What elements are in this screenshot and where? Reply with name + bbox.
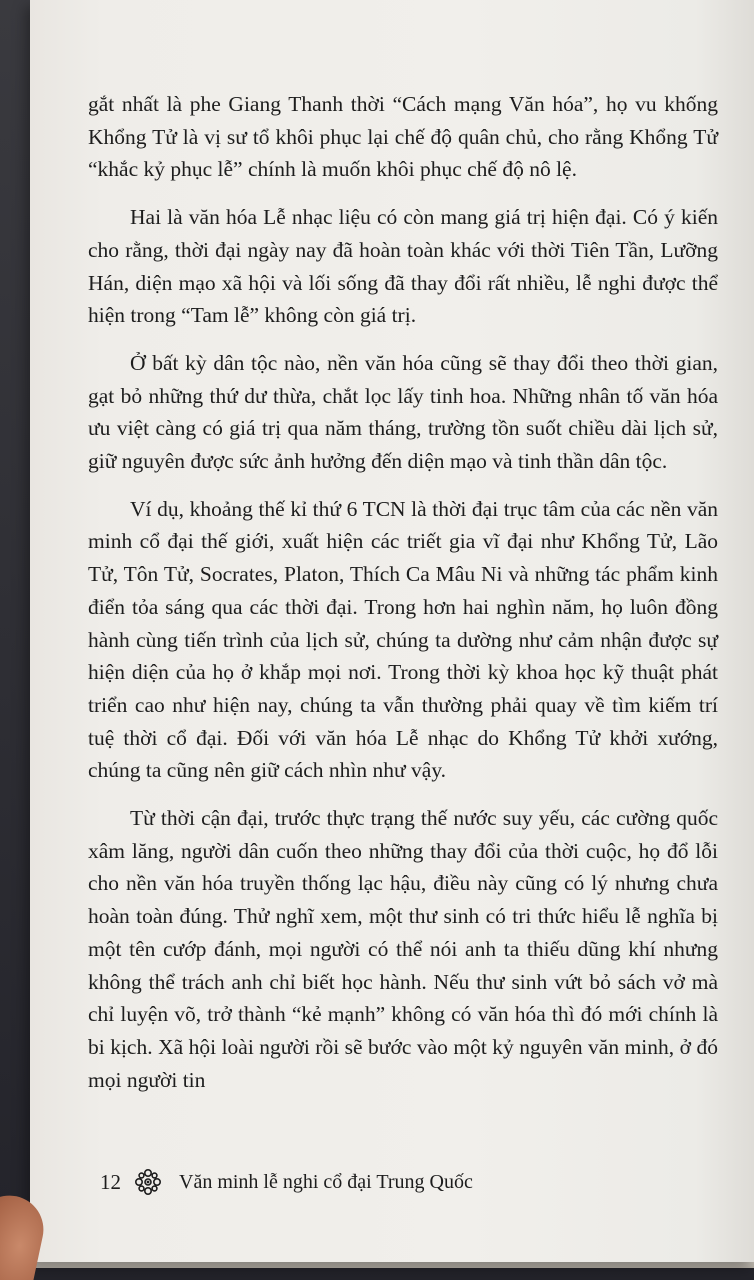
paragraph-1: gắt nhất là phe Giang Thanh thời “Cách mạng Văn hóa”, họ vu khống Khổng Tử là vị sư tổ khôi phục lại chế độ quân chủ, cho rằng Khổng Tử “khắc kỷ phục lễ” chính là muốn khôi phục chế độ nô lệ. xyxy=(88,92,718,182)
paragraph-4: Ví dụ, khoảng thế kỉ thứ 6 TCN là thời đại trục tâm của các nền văn minh cổ đại thế giới, xuất hiện các triết gia vĩ đại như Khổng Tử, Lão Tử, Tôn Tử, Socrates, Platon, Thích Ca Mâu Ni và những tác phẩm kinh điển tỏa sáng qua các thời đại. Trong hơn hai nghìn năm, họ luôn đồng hành cùng tiến trình của lịch sử, chúng ta dường như cảm nhận được sự hiện diện của họ ở khắp mọi nơi. Trong thời kỳ khoa học kỹ thuật phát triển cao như hiện nay, chúng ta vẫn thường phải quay về tìm kiếm trí tuệ thời cổ đại. Đối với văn hóa Lễ nhạc do Khổng Tử khởi xướng, chúng ta cũng nên giữ cách nhìn như vậy. xyxy=(88,496,718,783)
page-footer xyxy=(100,1162,473,1202)
paragraph-3: Ở bất kỳ dân tộc nào, nền văn hóa cũng sẽ thay đổi theo thời gian, gạt bỏ những thứ dư thừa, chắt lọc lấy tinh hoa. Những nhân tố văn hóa ưu việt càng có giá trị qua năm tháng, trường tồn suốt chiều dài lịch sử, giữ nguyên được sức ảnh hưởng đến diện mạo và tinh thần dân tộc. xyxy=(88,350,718,474)
paragraph-5: Từ thời cận đại, trước thực trạng thế nước suy yếu, các cường quốc xâm lăng, người dân cuốn theo những thay đổi của thời cuộc, họ đổ lỗi cho nền văn hóa truyền thống lạc hậu, điều này cũng có lý nhưng chưa hoàn toàn đúng. Thử nghĩ xem, một thư sinh có tri thức hiểu lễ nghĩa bị một tên cướp đánh, mọi người có thể nói anh ta thiếu dũng khí nhưng không thể trách anh chỉ biết học hành. Nếu thư sinh vứt bỏ sách vở mà chỉ luyện võ, trở thành “kẻ mạnh” không có văn hóa thì đó mới chính là bi kịch. Xã hội loài người rồi sẽ bước vào một kỷ nguyên văn minh, ở đó mọi người tin xyxy=(88,806,718,1092)
page-number: 12 xyxy=(100,1169,121,1194)
body-text xyxy=(88,88,718,1111)
flower-ornament-icon xyxy=(133,1167,163,1197)
paragraph-2: Hai là văn hóa Lễ nhạc liệu có còn mang giá trị hiện đại. Có ý kiến cho rằng, thời đại ngày nay đã hoàn toàn khác với thời Tiên Tần, Lưỡng Hán, diện mạo xã hội và lối sống đã thay đổi rất nhiều, lễ nghi được thể hiện trong “Tam lễ” không còn giá trị. xyxy=(88,205,718,328)
book-title: Văn minh lễ nghi cổ đại Trung Quốc xyxy=(179,1170,473,1193)
